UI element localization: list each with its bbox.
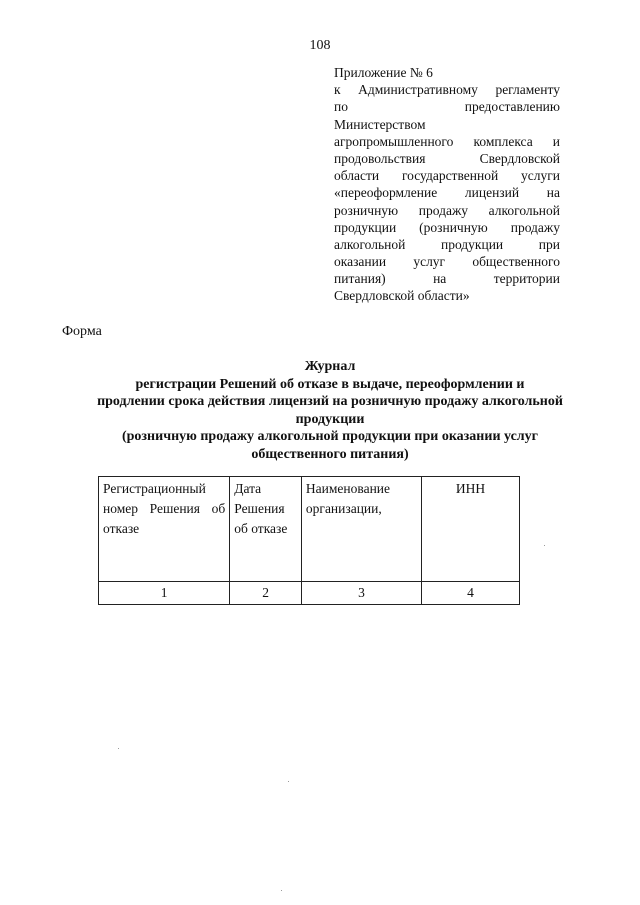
form-label: Форма <box>62 324 102 339</box>
column-number-cell: 2 <box>230 582 302 605</box>
header-cell-decision-date: Дата Решения об отказе <box>230 477 302 582</box>
appendix-line: по предоставлению <box>334 99 560 115</box>
scan-speck <box>281 890 282 891</box>
journal-title-line: Журнал <box>304 359 356 374</box>
appendix-line: «переоформление лицензий на <box>334 185 560 201</box>
journal-title-line: регистрации Решений об отказе в выдаче, переоформлении и <box>135 376 525 392</box>
column-number-cell: 3 <box>301 582 421 605</box>
appendix-line: питания) на территории <box>334 271 560 287</box>
appendix-line: алкогольной продукции при <box>334 236 560 252</box>
journal-title-line: общественного питания) <box>251 446 409 462</box>
appendix-line: оказании услуг общественного <box>334 254 560 270</box>
appendix-line: области государственной услуги <box>334 168 560 184</box>
table-number-row <box>99 582 520 605</box>
journal-title <box>40 358 620 463</box>
scan-speck <box>544 545 545 546</box>
appendix-line: продукции (розничную продажу <box>334 219 560 235</box>
appendix-line: Приложение № 6 <box>334 65 433 80</box>
register-table <box>98 476 520 605</box>
column-number-cell: 1 <box>99 582 230 605</box>
table-header-row <box>99 477 520 582</box>
appendix-line: розничную продажу алкогольной <box>334 202 560 218</box>
appendix-line: к Административному регламенту <box>334 82 560 98</box>
appendix-note <box>334 64 560 305</box>
scan-speck <box>288 781 289 782</box>
header-cell-registration-number: Регистрационный номер Решения об отказе <box>99 477 230 582</box>
appendix-line: Министерством <box>334 116 426 132</box>
journal-title-line: продлении срока действия лицензий на розничную продажу алкогольной <box>97 394 563 409</box>
page-number: 108 <box>309 38 331 53</box>
journal-title-line: продукции <box>295 411 365 427</box>
appendix-line: агропромышленного комплекса и <box>334 133 560 149</box>
header-cell-organization-name: Наименование организации, <box>301 477 421 582</box>
appendix-line: продовольствия Свердловской <box>334 150 560 166</box>
journal-title-line: (розничную продажу алкогольной продукции при оказании услуг <box>121 429 538 444</box>
header-cell-inn: ИНН <box>422 477 520 582</box>
scan-speck <box>118 748 119 749</box>
appendix-line: Свердловской области» <box>334 288 470 304</box>
column-number-cell: 4 <box>422 582 520 605</box>
